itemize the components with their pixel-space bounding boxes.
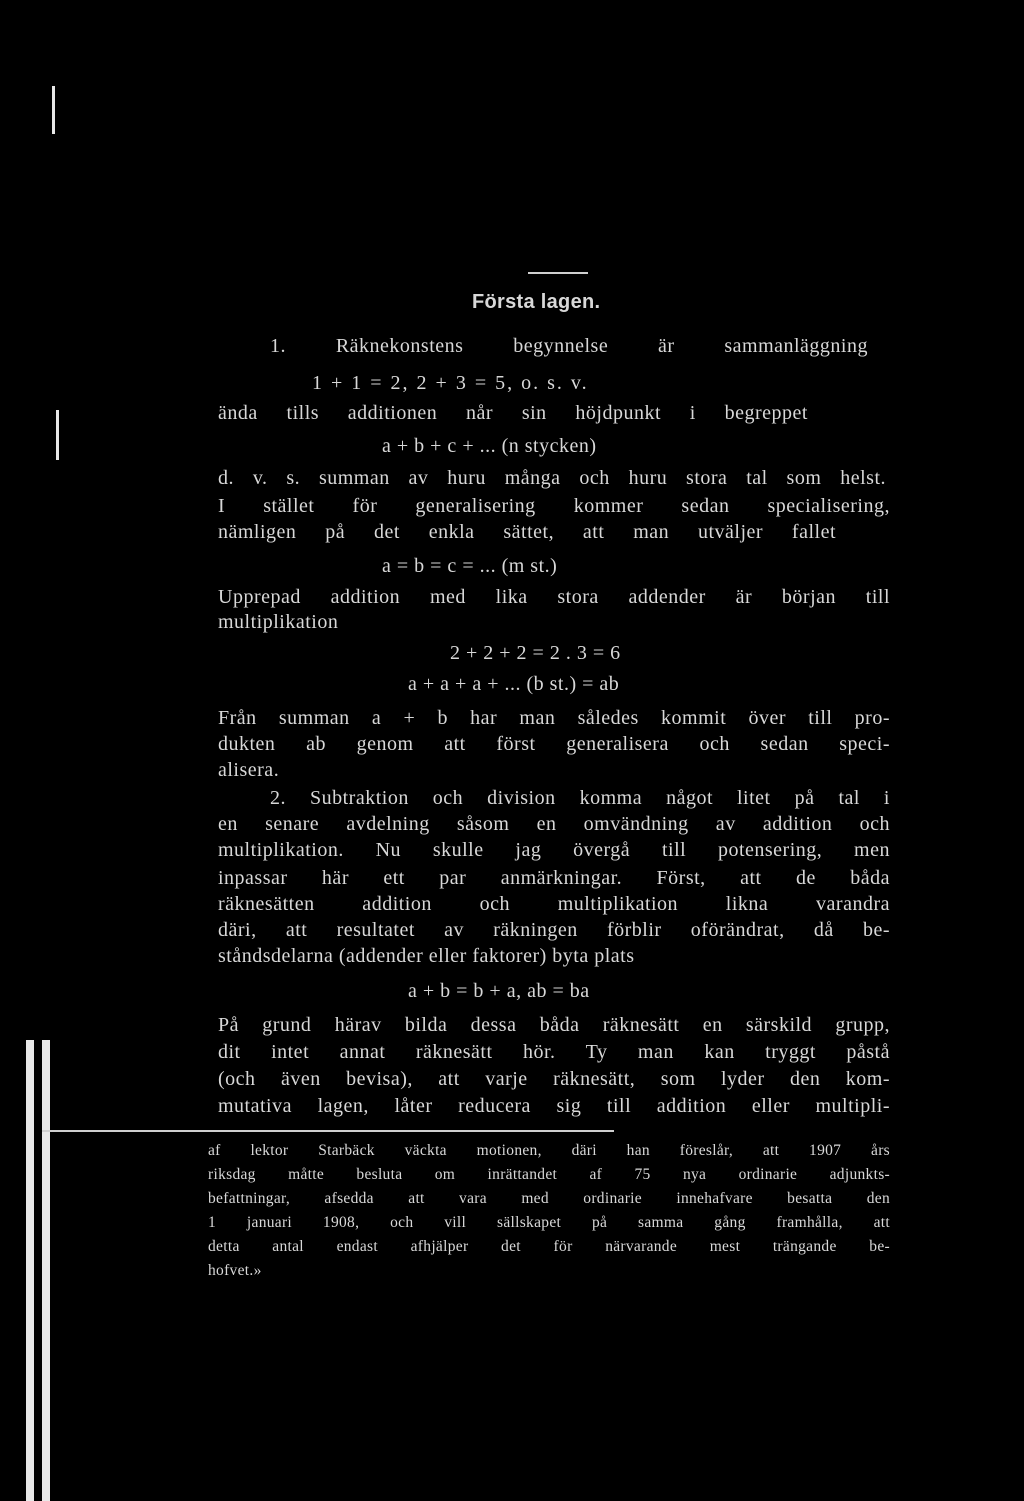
footnote-line-6: hofvet.» — [208, 1262, 262, 1279]
text-line-21: däri, att resultatet av räkningen förblir oförändrat, då be- — [218, 919, 890, 941]
footnote-rule — [42, 1130, 614, 1132]
text-line-5: d. v. s. summan av huru många och huru stora tal som helst. — [218, 467, 886, 489]
text-line-25: dit intet annat räknesätt hör. Ty man kan tryggt påstå — [218, 1041, 890, 1063]
formula-line-1: 1 + 1 = 2, 2 + 3 = 5, o. s. v. — [312, 372, 589, 394]
text-line-16: 2. Subtraktion och division komma något litet på tal i — [270, 787, 890, 809]
text-line-18: multiplikation. Nu skulle jag övergå till potensering, men — [218, 839, 890, 861]
text-line-14: dukten ab genom att först generalisera och sedan speci- — [218, 733, 890, 755]
footnote-line-4: 1 januari 1908, och vill sällskapet på samma gång framhålla, att — [208, 1214, 890, 1231]
text-line-22: ståndsdelarna (addender eller faktorer) byta plats — [218, 945, 635, 967]
text-line-15: alisera. — [218, 759, 280, 781]
scan-edge-mark-top — [52, 86, 55, 134]
text-line-24: På grund härav bilda dessa båda räknesätt en särskild grupp, — [218, 1014, 890, 1036]
formula-line-6: a + b = b + a, ab = ba — [408, 980, 590, 1002]
text-line-13: Från summan a + b har man således kommit över till pro- — [218, 707, 890, 729]
section-title: Första lagen. — [472, 291, 601, 313]
text-line-20: räknesätten addition och multiplikation likna varandra — [218, 893, 890, 915]
formula-line-4: 2 + 2 + 2 = 2 . 3 = 6 — [450, 642, 621, 664]
text-line-17: en senare avdelning såsom en omvändning av addition och — [218, 813, 890, 835]
text-line-19: inpassar här ett par anmärkningar. Först, att de båda — [218, 867, 890, 889]
formula-line-5: a + a + a + ... (b st.) = ab — [408, 673, 620, 695]
footnote-line-2: riksdag måtte besluta om inrättandet af 75 nya ordinarie adjunkts- — [208, 1166, 890, 1183]
text-line-1: 1. Räknekonstens begynnelse är sammanläggning — [270, 335, 868, 357]
formula-line-2: a + b + c + ... (n stycken) — [382, 435, 597, 457]
text-line-9: Upprepad addition med lika stora addender är början till — [218, 586, 890, 608]
heading-rule — [528, 272, 588, 274]
footnote-line-3: befattningar, afsedda att vara med ordinarie innehafvare besatta den — [208, 1190, 890, 1207]
scan-edge-mark-middle — [56, 410, 59, 460]
footnote-line-1: af lektor Starbäck väckta motionen, däri han föreslår, att 1907 års — [208, 1142, 890, 1159]
text-line-7: nämligen på det enkla sättet, att man utväljer fallet — [218, 521, 836, 543]
scan-edge-bar-right — [42, 1040, 50, 1501]
formula-line-3: a = b = c = ... (m st.) — [382, 555, 558, 577]
footnote-line-5: detta antal endast afhjälper det för närvarande mest trängande be- — [208, 1238, 890, 1255]
scan-edge-bar-left — [26, 1040, 34, 1501]
text-line-27: mutativa lagen, låter reducera sig till addition eller multipli- — [218, 1095, 890, 1117]
text-line-26: (och även bevisa), att varje räknesätt, som lyder den kom- — [218, 1068, 890, 1090]
text-line-6: I stället för generalisering kommer sedan specialisering, — [218, 495, 890, 517]
text-line-3: ända tills additionen når sin höjdpunkt i begreppet — [218, 402, 808, 424]
text-line-10: multiplikation — [218, 611, 339, 633]
